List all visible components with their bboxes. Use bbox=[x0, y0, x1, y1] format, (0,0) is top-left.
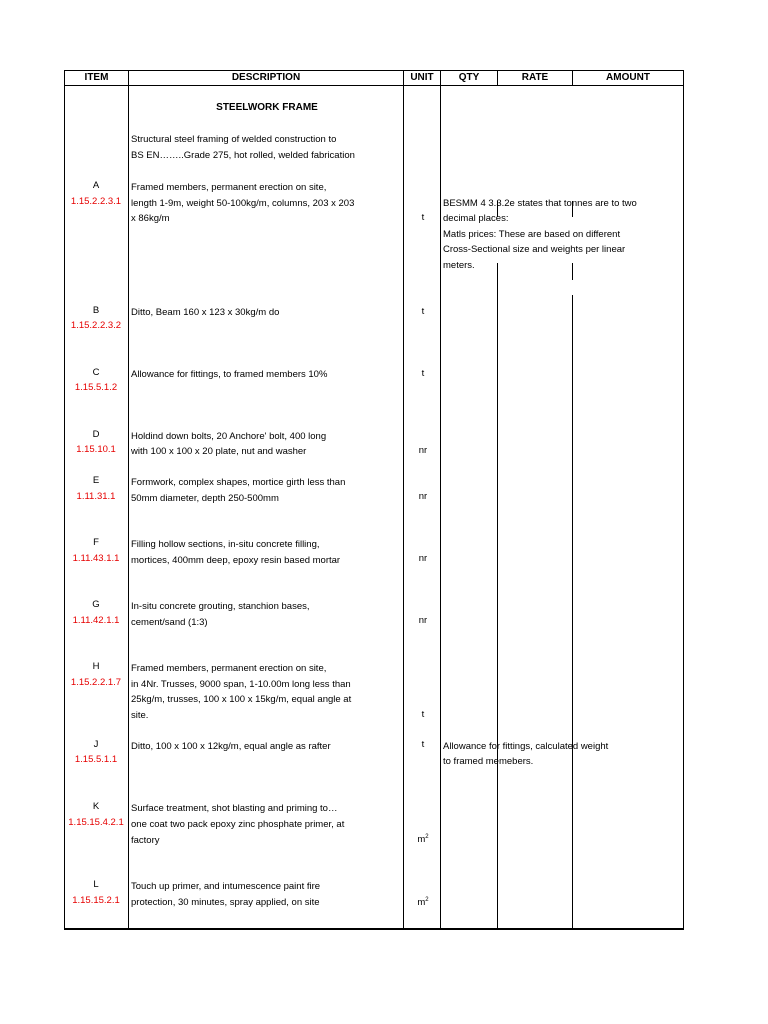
item-code: 1.15.15.4.2.1 bbox=[68, 817, 124, 828]
item-letter: G bbox=[92, 599, 100, 610]
column-divider bbox=[683, 70, 684, 928]
note-line: decimal places: bbox=[443, 213, 509, 224]
item-unit: nr bbox=[418, 491, 428, 502]
note-line: Matls prices: These are based on different bbox=[443, 229, 621, 240]
header-rate: RATE bbox=[497, 70, 573, 86]
item-code: 1.15.5.1.1 bbox=[74, 754, 118, 765]
item-description: protection, 30 minutes, spray applied, on site bbox=[131, 897, 320, 908]
item-description: Formwork, complex shapes, mortice girth less than bbox=[131, 477, 346, 488]
item-description: cement/sand (1:3) bbox=[131, 617, 208, 628]
item-description: site. bbox=[131, 710, 149, 721]
item-letter: C bbox=[92, 367, 100, 378]
intro-line: BS EN……..Grade 275, hot rolled, welded fabrication bbox=[131, 150, 355, 161]
item-description: 50mm diameter, depth 250-500mm bbox=[131, 493, 279, 504]
column-divider bbox=[128, 70, 129, 928]
item-unit: t bbox=[421, 306, 425, 317]
item-description: Framed members, permanent erection on site, bbox=[131, 182, 327, 193]
item-unit bbox=[404, 897, 442, 908]
item-description: Ditto, 100 x 100 x 12kg/m, equal angle as rafter bbox=[131, 741, 331, 752]
bill-of-quantities-table bbox=[64, 70, 684, 930]
note-line: BESMM 4 3.3.2e states that tonnes are to two bbox=[443, 198, 637, 209]
header-qty: QTY bbox=[440, 70, 498, 86]
item-description: in 4Nr. Trusses, 9000 span, 1-10.00m long less than bbox=[131, 679, 351, 690]
item-description: length 1-9m, weight 50-100kg/m, columns, 203 x 203 bbox=[131, 198, 355, 209]
item-letter: F bbox=[93, 537, 99, 548]
item-unit bbox=[404, 834, 442, 845]
item-unit: nr bbox=[418, 615, 428, 626]
item-code: 1.15.10.1 bbox=[76, 444, 116, 455]
item-description: x 86kg/m bbox=[131, 213, 170, 224]
item-unit: nr bbox=[418, 445, 428, 456]
section-title: STEELWORK FRAME bbox=[216, 102, 318, 113]
column-divider bbox=[572, 295, 573, 929]
header-amount: AMOUNT bbox=[572, 70, 684, 86]
item-description: Touch up primer, and intumescence paint fire bbox=[131, 881, 321, 892]
item-letter: L bbox=[93, 879, 99, 890]
item-code: 1.11.43.1.1 bbox=[72, 553, 120, 564]
item-description: mortices, 400mm deep, epoxy resin based mortar bbox=[131, 555, 341, 566]
item-code: 1.15.5.1.2 bbox=[74, 382, 118, 393]
unit-superscript: 2 bbox=[425, 897, 429, 903]
item-description: one coat two pack epoxy zinc phosphate primer, at bbox=[131, 819, 345, 830]
item-description: with 100 x 100 x 20 plate, nut and washer bbox=[131, 446, 307, 457]
item-unit: t bbox=[421, 739, 425, 750]
item-unit: t bbox=[421, 368, 425, 379]
item-description: Surface treatment, shot blasting and priming to… bbox=[131, 803, 338, 814]
unit-base: m bbox=[417, 897, 426, 909]
item-letter: K bbox=[92, 801, 100, 812]
header-description: DESCRIPTION bbox=[128, 70, 404, 86]
item-description: factory bbox=[131, 835, 160, 846]
item-letter: B bbox=[92, 305, 100, 316]
column-divider bbox=[497, 263, 498, 929]
item-code: 1.11.31.1 bbox=[76, 491, 116, 502]
item-description: Filling hollow sections, in-situ concrete filling, bbox=[131, 539, 320, 550]
item-description: In-situ concrete grouting, stanchion bases, bbox=[131, 601, 310, 612]
intro-line: Structural steel framing of welded construction to bbox=[131, 134, 337, 145]
item-description: 25kg/m, trusses, 100 x 100 x 15kg/m, equal angle at bbox=[131, 694, 352, 705]
note-line: to framed memebers. bbox=[443, 756, 534, 767]
item-description: Ditto, Beam 160 x 123 x 30kg/m do bbox=[131, 307, 280, 318]
header-unit: UNIT bbox=[403, 70, 441, 86]
note-line: Allowance for fittings, calculated weight bbox=[443, 741, 609, 752]
item-code: 1.15.15.2.1 bbox=[72, 895, 120, 906]
unit-superscript: 2 bbox=[425, 834, 429, 840]
item-code: 1.15.2.2.3.1 bbox=[70, 196, 122, 207]
item-description: Framed members, permanent erection on site, bbox=[131, 663, 327, 674]
item-description: Allowance for fittings, to framed members 10% bbox=[131, 369, 328, 380]
item-code: 1.15.2.2.3.2 bbox=[70, 320, 122, 331]
item-description: Holdind down bolts, 20 Anchore' bolt, 400 long bbox=[131, 431, 327, 442]
item-unit: t bbox=[421, 212, 425, 223]
item-letter: E bbox=[92, 475, 100, 486]
item-unit: nr bbox=[418, 553, 428, 564]
note-line: meters. bbox=[443, 260, 475, 271]
header-item: ITEM bbox=[64, 70, 129, 86]
item-letter: J bbox=[93, 739, 99, 750]
unit-base: m bbox=[417, 834, 426, 846]
table-bottom-border bbox=[64, 928, 684, 930]
item-code: 1.15.2.2.1.7 bbox=[70, 677, 122, 688]
item-unit: t bbox=[421, 709, 425, 720]
item-code: 1.11.42.1.1 bbox=[72, 615, 120, 626]
note-line: Cross-Sectional size and weights per linear bbox=[443, 244, 626, 255]
item-letter: A bbox=[92, 180, 100, 191]
item-letter: H bbox=[92, 661, 100, 672]
item-letter: D bbox=[92, 429, 100, 440]
